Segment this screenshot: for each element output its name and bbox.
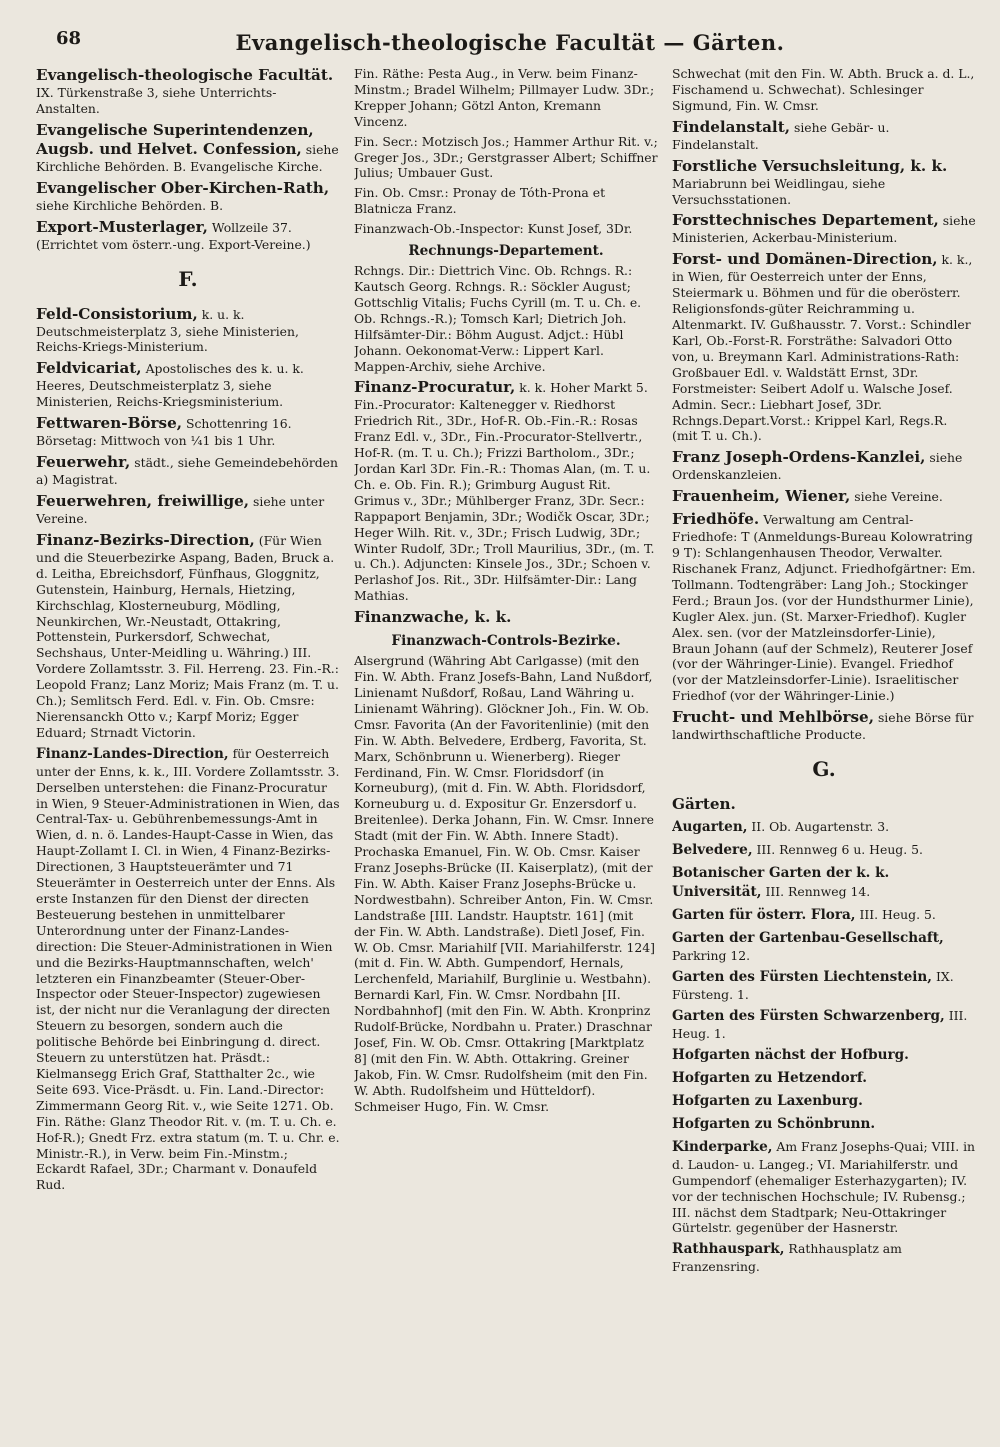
entry-text: Apostolisches des k. u. k. Heeres, Deutschmeisterplatz 3, siehe Ministerien, Reichs-Kriegsministerium.	[36, 361, 304, 410]
entry-text: Am Franz Josephs-Quai; VIII. in d. Laudon- u. Langeg.; VI. Mariahilferstr. und Gumpendorf (ehemaliger Esterhazygarten); IV. vor der technischen Hochschule; IV. Rubensg.; III. nächst dem Stadtpark; Neu-Ottakringer Gürtelstr. gegenüber der Hasnerstr.	[672, 1138, 976, 1236]
directory-entry	[36, 492, 340, 527]
directory-entry	[672, 211, 976, 246]
entry-text: k. k. Hoher Markt 5. Fin.-Procurator: Kaltenegger v. Riedhorst Friedrich Rit., 3Dr., Hof-R. Ob.-Fin.-R.: Rosas Franz Edl. v., 3Dr., Fin.-Procurator-Stellvertr., Hof-R. (m. T. u. Ch.); Frizzi Bartholom., 3Dr.; Jordan Karl 3Dr. Fin.-R.: Thomas Alan, (m. T. u. Ch. e. Ob. Fin. R.); Grimburg August Rit. Grimus v., 3Dr.; Mühlberger Franz, 3Dr. Secr.: Rappaport Benjamin, 3Dr.; Wodičk Oscar, 3Dr.; Heger Wilh. Rit. v., 3Dr.; Frisch Ludwig, 3Dr.; Winter Rudolf, 3Dr.; Troll Maurilius, 3Dr., (m. T. u. Ch.). Adjuncten: Kinsele Jos., 3Dr.; Schoen v. Perlashof Jos. Rit., 3Dr. Hilfsämter-Dir.: Lang Mathias.	[354, 380, 655, 604]
entry-heading: Export-Musterlager,	[36, 217, 208, 236]
entry-heading: Kinderparke,	[672, 1138, 773, 1155]
directory-entry	[672, 1240, 976, 1275]
entry-text: Alsergrund (Währing Abt Carlgasse) (mit den Fin. W. Abth. Franz Josefs-Bahn, Land Nußdorf, Linienamt Nußdorf, Roßau, Land Währing u. Linienamt Währing). Glöckner Joh., Fin. W. Ob. Cmsr. Favorita (An der Favoritenlinie) (mit den Fin. W. Abth. Belvedere, Erdberg, Favorita, St. Marx, Schönbrunn u. Wienerberg). Rieger Ferdinand, Fin. W. Cmsr. Floridsdorf (in Korneuburg), (mit d. Fin. W. Abth. Floridsdorf, Korneuburg u. d. Expositur Gr. Enzersdorf u. Breitenlee). Derka Johann, Fin. W. Cmsr. Innere Stadt (mit der Fin. W. Abth. Innere Stadt). Prochaska Emanuel, Fin. W. Ob. Cmsr. Kaiser Franz Josephs-Brücke (II. Kaiserplatz), (mit der Fin. W. Abth. Kaiser Franz Josephs-Brücke u. Nordwestbahn). Schreiber Anton, Fin. W. Cmsr. Landstraße [III. Landstr. Hauptstr. 161] (mit der Fin. W. Abth. Landstraße). Dietl Josef, Fin. W. Ob. Cmsr. Mariahilf [VII. Mariahilferstr. 124] (mit d. Fin. W. Abth. Gumpendorf, Hernals, Lerchenfeld, Mariahilf, Burglinie u. Westbahn). Bernardi Karl, Fin. W. Cmsr. Nordbahn [II. Nordbahnhof] (mit den Fin. W. Abth. Kronprinz Rudolf-Brücke, Nordbahn u. Prater.) Draschnar Josef, Fin. W. Ob. Cmsr. Ottakring [Marktplatz 8] (mit den Fin. W. Abth. Ottakring. Greiner Jakob, Fin. W. Cmsr. Rudolfsheim (mit den Fin. W. Abth. Rudolfsheim und Hütteldorf). Schmeiser Hugo, Fin. W. Cmsr.	[354, 653, 656, 1114]
entry-heading: Feld-Consistorium,	[36, 304, 198, 323]
entry-text: III. Heug. 1.	[672, 1007, 968, 1041]
entry-heading: Garten des Fürsten Liechtenstein,	[672, 969, 933, 985]
entry-heading: Fettwaren-Börse,	[36, 414, 183, 433]
directory-entry	[354, 66, 658, 130]
directory-entry	[354, 185, 658, 217]
entry-text: II. Ob. Augartenstr. 3.	[751, 819, 890, 835]
subsection-heading: Rechnungs-Departement.	[408, 243, 604, 260]
directory-entry	[672, 818, 976, 837]
entry-heading: Finanz-Landes-Direction,	[36, 745, 229, 762]
directory-entry	[672, 157, 976, 208]
entry-heading: Evangelischer Ober-Kirchen-Rath,	[36, 178, 330, 197]
directory-entry	[36, 745, 340, 1193]
entry-text: Fin. Räthe: Pesta Aug., in Verw. beim Finanz-Minstm.; Bradel Wilhelm; Pillmayer Ludw. 3Dr.; Krepper Johann; Götzl Anton, Kremann Vincenz.	[354, 66, 655, 129]
entry-text: Schottenring 16. Börsetag: Mittwoch von ¼1 bis 1 Uhr.	[36, 416, 292, 449]
directory-entry	[36, 218, 340, 253]
directory-entry	[672, 1046, 976, 1065]
entry-text: siehe Kirchliche Behörden. B.	[36, 197, 224, 213]
entry-heading: Friedhöfe.	[672, 510, 760, 529]
page-number: 68	[56, 28, 82, 49]
directory-entry	[672, 250, 976, 444]
entry-heading: Hofgarten zu Schönbrunn.	[672, 1115, 876, 1132]
entry-heading: Feuerwehren, freiwillige,	[36, 491, 250, 510]
entry-text: Verwaltung am Central-Friedhofe: T (Anmeldungs-Bureau Kolowratring 9 T): Schlangenhausen Theodor, Verwalter. Rischanek Franz, Adjunct. Friedhofgärtner: Em. Tollmann. Todtengräber: Lang Joh.; Stockinger Ferd.; Braun Jos. (vor der Hundsthurmer Linie), Kugler Alex. jun. (St. Marxer-Friedhof). Kugler Alex. sen. (vor der Matzleinsdorfer-Linie), Braun Johann (auf der Schmelz), Reuterer Josef (vor der Währinger-Linie). Evangel. Friedhof (vor der Matzleinsdorfer-Linie). Israelitischer Friedhof (vor der Währinger-Linie.)	[672, 512, 976, 704]
directory-entry	[672, 708, 976, 743]
entry-heading: Augarten,	[672, 819, 748, 836]
directory-entry	[354, 221, 658, 237]
directory-entry	[672, 510, 976, 704]
entry-text: siehe Gebär- u. Findelanstalt.	[672, 119, 890, 152]
entry-text: siehe Börse für landwirthschaftliche Producte.	[672, 710, 974, 743]
entry-text: Parkring 12.	[672, 948, 751, 964]
directory-entry	[672, 929, 976, 964]
entry-heading: Frucht- und Mehlbörse,	[672, 708, 874, 727]
directory-entry	[672, 118, 976, 153]
entry-heading: Franz Joseph-Ordens-Kanzlei,	[672, 448, 926, 467]
directory-entry	[672, 968, 976, 1003]
entry-heading: Finanz-Bezirks-Direction,	[36, 530, 255, 549]
entry-text: Schwechat (mit den Fin. W. Abth. Bruck a. d. L., Fischamend u. Schwechat). Schlesinger Sigmund, Fin. W. Cmsr.	[672, 66, 975, 113]
entry-heading: Garten des Fürsten Schwarzenberg,	[672, 1007, 945, 1024]
entry-heading: Forst- und Domänen-Direction,	[672, 250, 938, 269]
entry-text: Finanzwach-Ob.-Inspector: Kunst Josef, 3Dr.	[354, 221, 633, 237]
entry-text: III. Rennweg 14.	[765, 884, 871, 900]
directory-entry	[672, 66, 976, 114]
entry-text: siehe Kirchliche Behörden. B. Evangelische Kirche.	[36, 141, 339, 174]
directory-entry	[354, 263, 658, 374]
entry-text: IX. Türkenstraße 3, siehe Unterrichts-Anstalten.	[36, 85, 277, 116]
entry-heading: Frauenheim, Wiener,	[672, 487, 851, 506]
entry-heading: Hofgarten nächst der Hofburg.	[672, 1046, 909, 1063]
entry-text: siehe Vereine.	[854, 489, 943, 505]
directory-entry	[354, 378, 658, 604]
entry-heading: Feuerwehr,	[36, 453, 131, 472]
directory-entry	[672, 1069, 976, 1088]
entry-text: III. Heug. 5.	[859, 907, 936, 923]
entry-text: Mariabrunn bei Weidlingau, siehe Versuchsstationen.	[672, 175, 886, 207]
directory-entry	[672, 864, 976, 902]
directory-entry	[36, 179, 340, 214]
entry-heading: Forsttechnisches Departement,	[672, 211, 939, 230]
entry-heading: Hofgarten zu Laxenburg.	[672, 1092, 863, 1109]
page-title: Evangelisch-theologische Facultät — Gärten.	[235, 30, 785, 55]
entry-heading: Evangelische Superintendenzen, Augsb. und Helvet. Confession,	[36, 120, 314, 158]
entry-heading: Finanz-Procuratur,	[354, 378, 516, 397]
entry-heading: Rathhauspark,	[672, 1241, 785, 1258]
column-1	[36, 66, 340, 1279]
directory-entry	[36, 531, 340, 741]
entry-heading: Findelanstalt,	[672, 117, 791, 136]
entry-text: III. Rennweg 6 u. Heug. 5.	[756, 842, 923, 858]
columns	[36, 66, 984, 1279]
entry-text: siehe Ordenskanzleien.	[672, 450, 963, 483]
entry-heading: Evangelisch-theologische Facultät.	[36, 66, 334, 84]
directory-entry	[672, 1115, 976, 1134]
directory-entry	[36, 453, 340, 488]
directory-entry	[354, 653, 658, 1114]
entry-heading: Gärten.	[672, 795, 736, 814]
column-3	[672, 66, 976, 1279]
entry-heading: Finanzwache, k. k.	[354, 608, 512, 627]
entry-text: siehe Ministerien, Ackerbau-Ministerium.	[672, 213, 976, 246]
subsection-heading: Finanzwach-Controls-Bezirke.	[391, 633, 621, 650]
entry-text: k. u. k. Deutschmeisterplatz 3, siehe Ministerien, Reichs-Kriegs-Ministerium.	[36, 306, 299, 355]
directory-entry	[672, 841, 976, 860]
entry-text: siehe unter Vereine.	[36, 493, 325, 526]
entry-text: Rathhausplatz am Franzensring.	[672, 1241, 902, 1275]
entry-heading: Garten für österr. Flora,	[672, 907, 856, 924]
directory-entry	[672, 448, 976, 483]
directory-entry	[36, 121, 340, 175]
entry-text: k. k., in Wien, für Oesterreich unter der Enns, Steiermark u. Böhmen und für die oberösterr. Religionsfonds-güter Reichramming u. Altenmarkt. IV. Gußhausstr. 7. Vorst.: Schindler Karl, Ob.-Forst-R. Forsträthe: Salvadori Otto von, u. Breymann Karl. Administrations-Rath: Großbauer Edl. v. Waldstätt Ernst, 3Dr. Forstmeister: Seibert Adolf u. Walsche Josef. Admin. Secr.: Liebhart Josef, 3Dr. Rchngs.Depart.Vorst.: Krippel Karl, Regs.R. (mit T. u. Ch.).	[672, 252, 973, 444]
entry-heading: Forstliche Versuchsleitung, k. k.	[672, 156, 948, 175]
directory-entry	[672, 1092, 976, 1111]
entry-heading: Feldvicariat,	[36, 359, 142, 378]
directory-entry	[354, 134, 658, 182]
entry-text: (Für Wien und die Steuerbezirke Aspang, Baden, Bruck a. d. Leitha, Ebreichsdorf, Fünfhaus, Gloggnitz, Gutenstein, Hainburg, Hernals, Hietzing, Kirchschlag, Klosterneuburg, Mödling, Neunkirchen, Wr.-Neustadt, Ottakring, Pottenstein, Purkersdorf, Schwechat, Sechshaus, Unter-Meidling u. Währing.) III. Vordere Zollamtsstr. 3. Fil. Herreng. 23. Fin.-R.: Leopold Franz; Lanz Moriz; Mais Franz (m. T. u. Ch.); Semlitsch Ferd. Edl. v. Fin. Ob. Cmsre: Nierensanckh Otto v.; Karpf Moriz; Egger Eduard; Strnadt Victorin.	[36, 532, 339, 740]
directory-entry	[672, 795, 976, 814]
column-2	[354, 66, 658, 1279]
entry-text: für Oesterreich unter der Enns, k. k., III. Vordere Zollamtsstr. 3. Derselben unterstehen: die Finanz-Procuratur in Wien, 9 Steuer-Administrationen in Wien, das Central-Tax- u. Gebührenbemessungs-Amt in Wien, d. n. ö. Landes-Haupt-Casse in Wien, das Haupt-Zollamt I. Cl. in Wien, 4 Finanz-Bezirks-Directionen, 3 Hauptsteuerämter und 71 Steuerämter in Oesterreich unter der Enns. Als erste Instanzen für den Dienst der directen Besteuerung bestehen in unmittelbarer Unterordnung unter der Finanz-Landes-direction: Die Steuer-Administrationen in Wien und die Bezirks-Hauptmannschaften, welch' letzteren ein Finanzbeamter (Steuer-Ober-Inspector oder Steuer-Inspector) zugewiesen ist, der nicht nur die Veranlagung der directen Steuern zu besorgen, sondern auch die politische Behörde bei Einbringung d. direct. Steuern zu unterstützen hat. Präsdt.: Kielmansegg Erich Graf, Statthalter 2c., wie Seite 693. Vice-Präsdt. u. Fin. Land.-Director: Zimmermann Georg Rit. v., wie Seite 1271. Ob. Fin. Räthe: Glanz Theodor Rit. v. (m. T. u. Ch. e. Hof-R.); Gnedt Frz. extra statum (m. T. u. Chr. e. Ministr.-R.), in Verw. beim Fin.-Minstm.; Eckardt Rafael, 3Dr.; Charmant v. Donaufeld Rud.	[36, 745, 340, 1193]
entry-text: Wollzeile 37. (Errichtet vom österr.-ung. Export-Vereine.)	[36, 219, 311, 252]
directory-entry	[672, 906, 976, 925]
page-header	[36, 12, 984, 55]
directory-entry	[672, 1007, 976, 1042]
directory-entry	[36, 305, 340, 356]
entry-heading: Hofgarten zu Hetzendorf.	[672, 1069, 867, 1086]
directory-entry	[672, 487, 976, 506]
entry-text: IX. Fürsteng. 1.	[672, 969, 954, 1002]
directory-entry	[36, 359, 340, 410]
entry-text: Rchngs. Dir.: Diettrich Vinc. Ob. Rchngs. R.: Kautsch Georg. Rchngs. R.: Söckler August; Gottschlig Vitalis; Fuchs Cyrill (m. T. u. Ch. e. Ob. Rchngs.-R.); Tomsch Karl; Dietrich Joh. Hilfsämter-Dir.: Böhm August. Adjct.: Hübl Johann. Oekonomat-Verw.: Lippert Karl. Mappen-Archiv, siehe Archive.	[354, 263, 642, 374]
entry-text: städt., siehe Gemeindebehörden a) Magistrat.	[36, 455, 338, 488]
letter-section-heading: G.	[812, 757, 836, 782]
directory-entry	[36, 414, 340, 449]
directory-entry	[672, 1138, 976, 1237]
entry-text: Fin. Secr.: Motzisch Jos.; Hammer Arthur Rit. v.; Greger Jos., 3Dr.; Gerstgrasser Albert; Schiffner Julius; Umbauer Gust.	[354, 133, 658, 181]
entry-heading: Belvedere,	[672, 842, 753, 859]
entry-heading: Garten der Gartenbau-Gesellschaft,	[672, 930, 944, 947]
entry-text: Fin. Ob. Cmsr.: Pronay de Tóth-Prona et Blatnicza Franz.	[354, 185, 606, 217]
entry-heading: Botanischer Garten der k. k. Universität,	[672, 865, 890, 901]
directory-entry	[354, 608, 658, 627]
directory-entry	[36, 66, 340, 117]
letter-section-heading: F.	[178, 266, 198, 291]
